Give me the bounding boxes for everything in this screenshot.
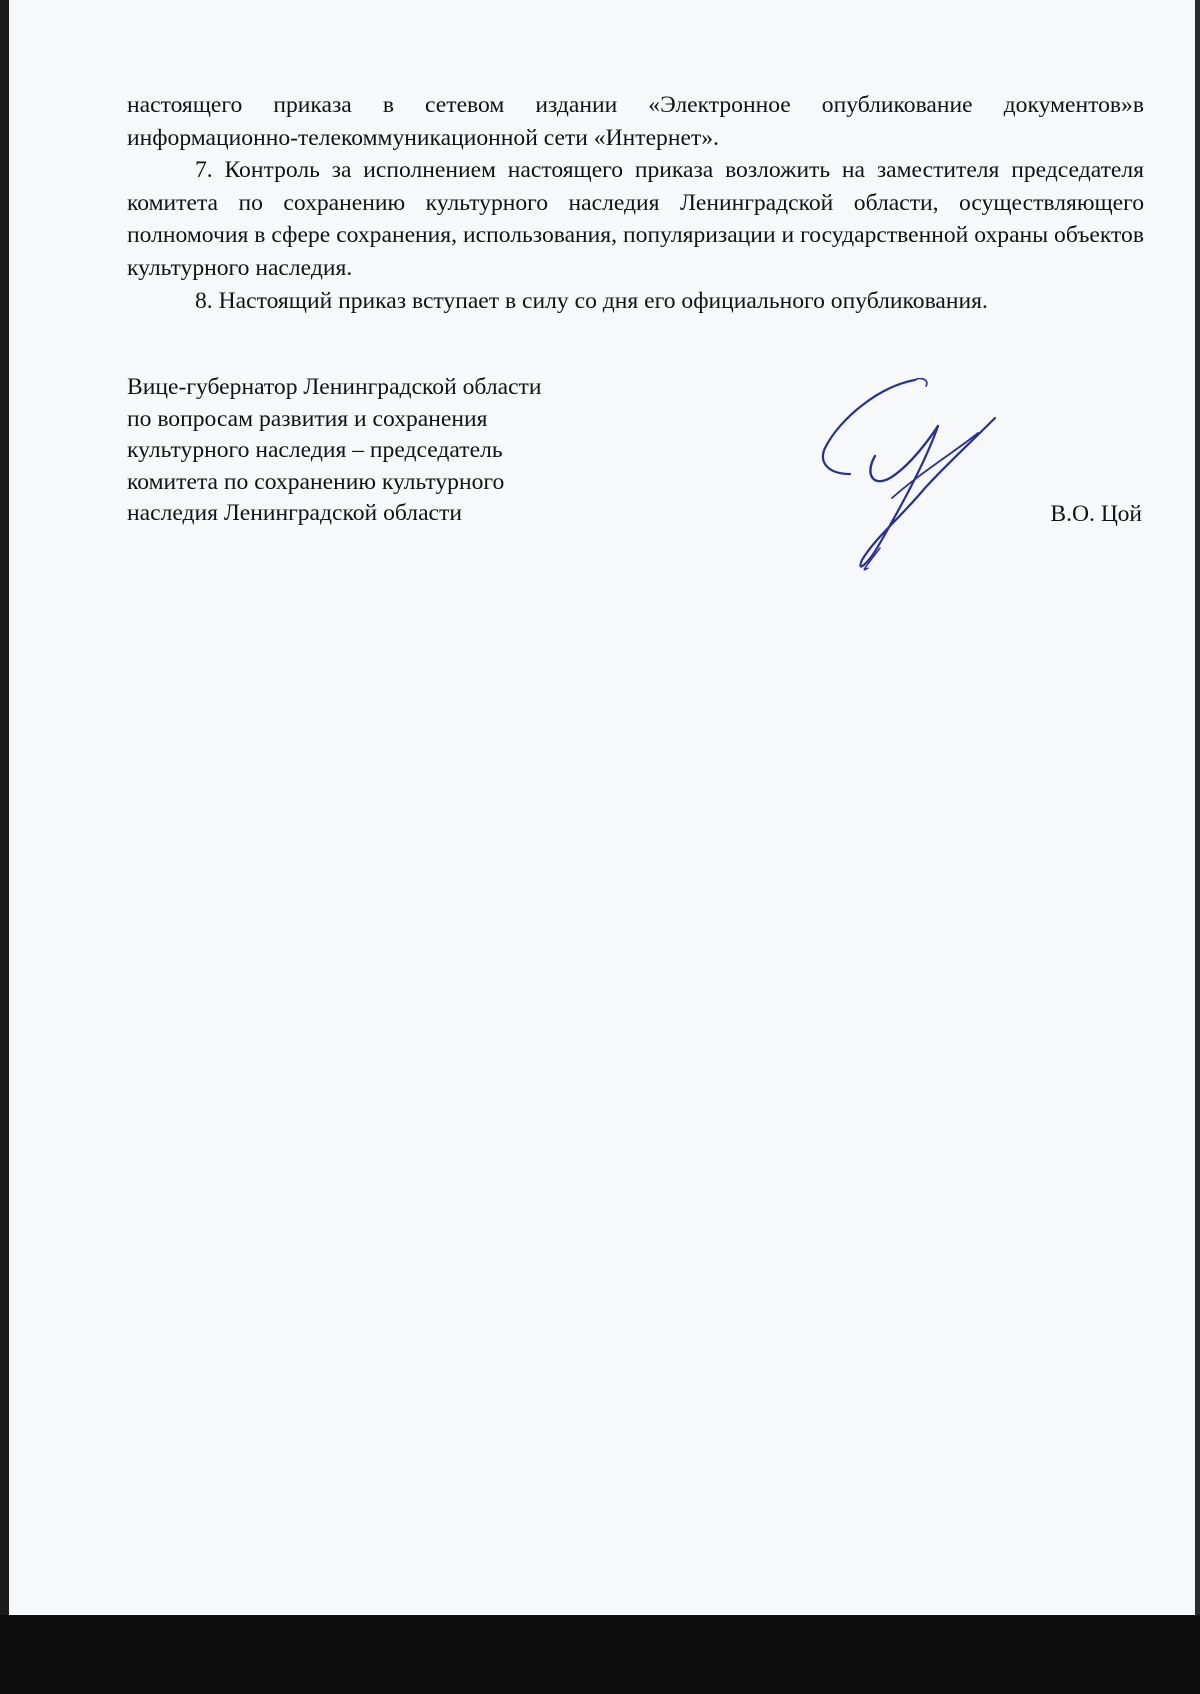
document-body [127,89,1144,317]
signatory-name: В.О. Цой [1050,501,1142,527]
signatory-line: комитета по сохранению культурного [127,468,505,495]
signatory-line: по вопросам развития и сохранения [127,405,488,432]
scan-bottom-edge [0,1615,1200,1694]
signatory-line: наследия Ленинградской области [127,500,462,526]
paragraph-8: 8. Настоящий приказ вступает в силу со дня его официального опубликования. [195,287,988,314]
scan-left-edge [0,0,9,1694]
signatory-title [127,372,667,530]
signatory-line: культурного наследия – председатель [127,437,503,463]
scan-right-edge [1195,0,1200,1694]
paragraph-continuation: настоящего приказа в сетевом издании «Электронное опубликование документов»в информационно-телекоммуникационной сети «Интернет». [127,92,1144,151]
signatory-line: Вице-губернатор Ленинградской области [127,374,542,400]
handwritten-signature [820,378,1070,588]
paragraph-7: 7. Контроль за исполнением настоящего приказа возложить на заместителя председателя комитета по сохранению культурного наследия Ленинградской области, осуществляющего полномочия в сфере сохранения, использования, популяризации и государственной охраны объектов культурного наследия. [127,157,1144,281]
